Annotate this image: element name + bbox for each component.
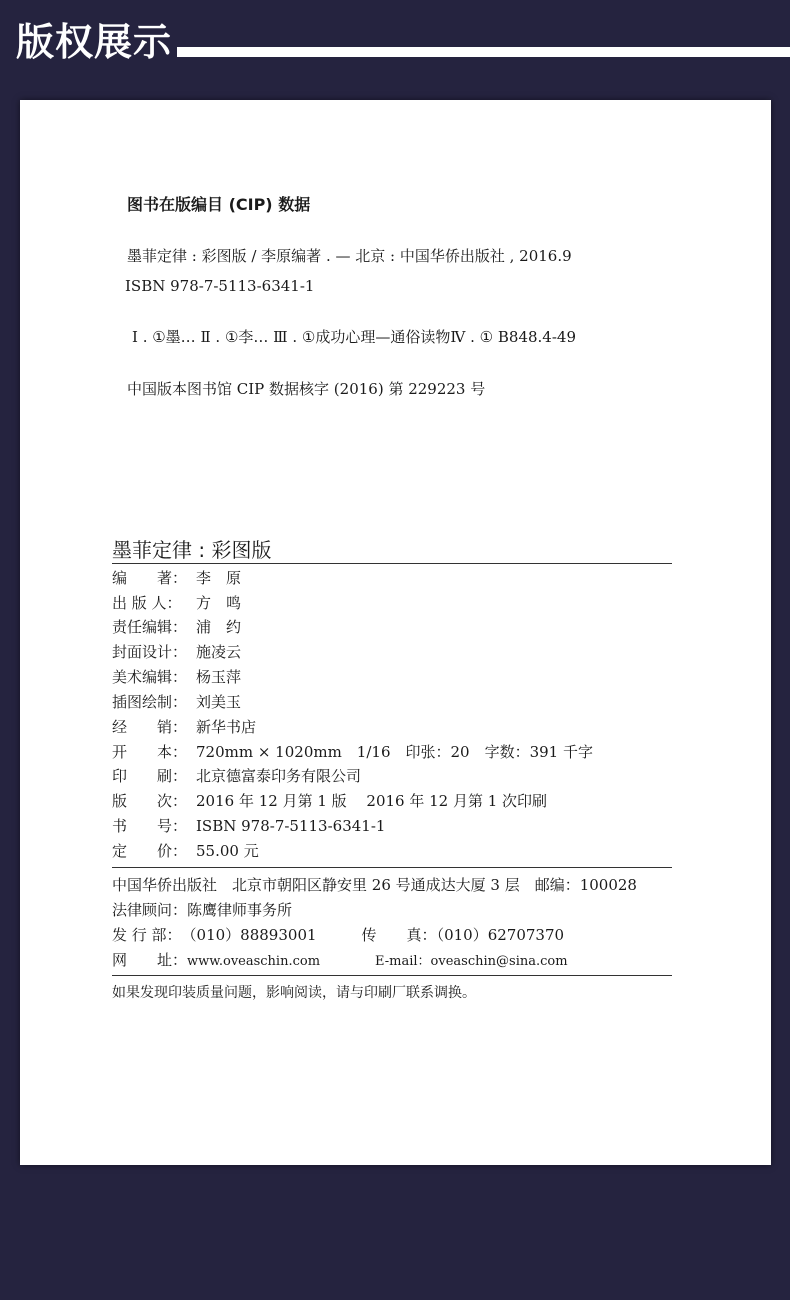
email-value: oveaschin@sina.com <box>430 954 568 969</box>
info-label: 美术编辑： <box>112 668 188 686</box>
info-label: 编 著： <box>112 569 188 587</box>
publisher-address: 中国华侨出版社 北京市朝阳区静安里 26 号通成达大厦 3 层 邮编：100028 <box>112 876 637 894</box>
phone-label: 发 行 部： <box>112 926 182 944</box>
info-value: 杨玉萍 <box>196 668 242 686</box>
fax-value: （010）62707370 <box>436 926 565 944</box>
info-row <box>112 839 259 863</box>
info-row <box>112 690 241 714</box>
cip-isbn: ISBN 978-7-5113-6341-1 <box>125 277 315 295</box>
info-label: 开 本： <box>112 743 188 761</box>
info-row <box>112 764 361 788</box>
info-row <box>112 640 241 664</box>
info-value: 2016 年 12 月第 1 版 2016 年 12 月第 1 次印刷 <box>196 792 548 810</box>
info-label: 插图绘制： <box>112 693 188 711</box>
info-label: 书 号： <box>112 817 188 835</box>
book-title: 墨菲定律 : 彩图版 <box>112 538 272 562</box>
divider-top <box>112 563 672 564</box>
info-row <box>112 740 593 764</box>
web-label: 网 址： <box>112 951 188 969</box>
info-label: 经 销： <box>112 718 188 736</box>
cip-title: 图书在版编目 (CIP) 数据 <box>127 195 311 214</box>
info-row <box>112 566 241 590</box>
info-row <box>112 789 547 813</box>
cip-line-1: 墨菲定律 : 彩图版 / 李原编著 . — 北京 : 中国华侨出版社 , 2016.9 <box>127 247 572 265</box>
contact-phone-row <box>112 923 564 947</box>
info-value: 55.00 元 <box>196 842 259 860</box>
info-row <box>112 814 385 838</box>
header-title: 版权展示 <box>16 20 173 64</box>
legal-counsel: 法律顾问：陈鹰律师事务所 <box>112 901 293 919</box>
info-value: 方 鸣 <box>196 594 242 612</box>
info-row <box>112 665 241 689</box>
cip-record-number: 中国版本图书馆 CIP 数据核字 (2016) 第 229223 号 <box>127 380 486 398</box>
info-row <box>112 615 241 639</box>
divider-bottom <box>112 975 672 976</box>
email-label: E-mail： <box>375 954 431 969</box>
info-label: 责任编辑： <box>112 618 188 636</box>
copyright-page <box>20 100 771 1165</box>
contact-web-row <box>112 948 568 974</box>
info-value: 北京德富泰印务有限公司 <box>196 767 362 785</box>
header-divider <box>177 47 790 57</box>
info-row <box>112 715 256 739</box>
info-label: 定 价： <box>112 842 188 860</box>
info-value: 李 原 <box>196 569 242 587</box>
info-value: ISBN 978-7-5113-6341-1 <box>196 817 386 835</box>
info-label: 出 版 人： <box>112 594 182 612</box>
info-value: 施凌云 <box>196 643 242 661</box>
info-label: 封面设计： <box>112 643 188 661</box>
fax-label: 传 真： <box>361 926 437 944</box>
info-row <box>112 591 241 615</box>
info-label: 印 刷： <box>112 767 188 785</box>
info-value: 刘美玉 <box>196 693 242 711</box>
info-value: 新华书店 <box>196 718 257 736</box>
phone-value: （010）88893001 <box>181 926 317 944</box>
web-value: www.oveaschin.com <box>187 954 321 969</box>
page-header <box>0 0 790 90</box>
info-value: 720mm × 1020mm 1/16 印张：20 字数：391 千字 <box>196 743 593 761</box>
info-value: 浦 约 <box>196 618 242 636</box>
cip-classification: Ⅰ . ①墨… Ⅱ . ①李… Ⅲ . ①成功心理—通俗读物Ⅳ . ① B848.4-49 <box>132 328 577 346</box>
divider-middle <box>112 867 672 868</box>
info-label: 版 次： <box>112 792 188 810</box>
quality-notice: 如果发现印装质量问题，影响阅读，请与印刷厂联系调换。 <box>112 985 476 1001</box>
